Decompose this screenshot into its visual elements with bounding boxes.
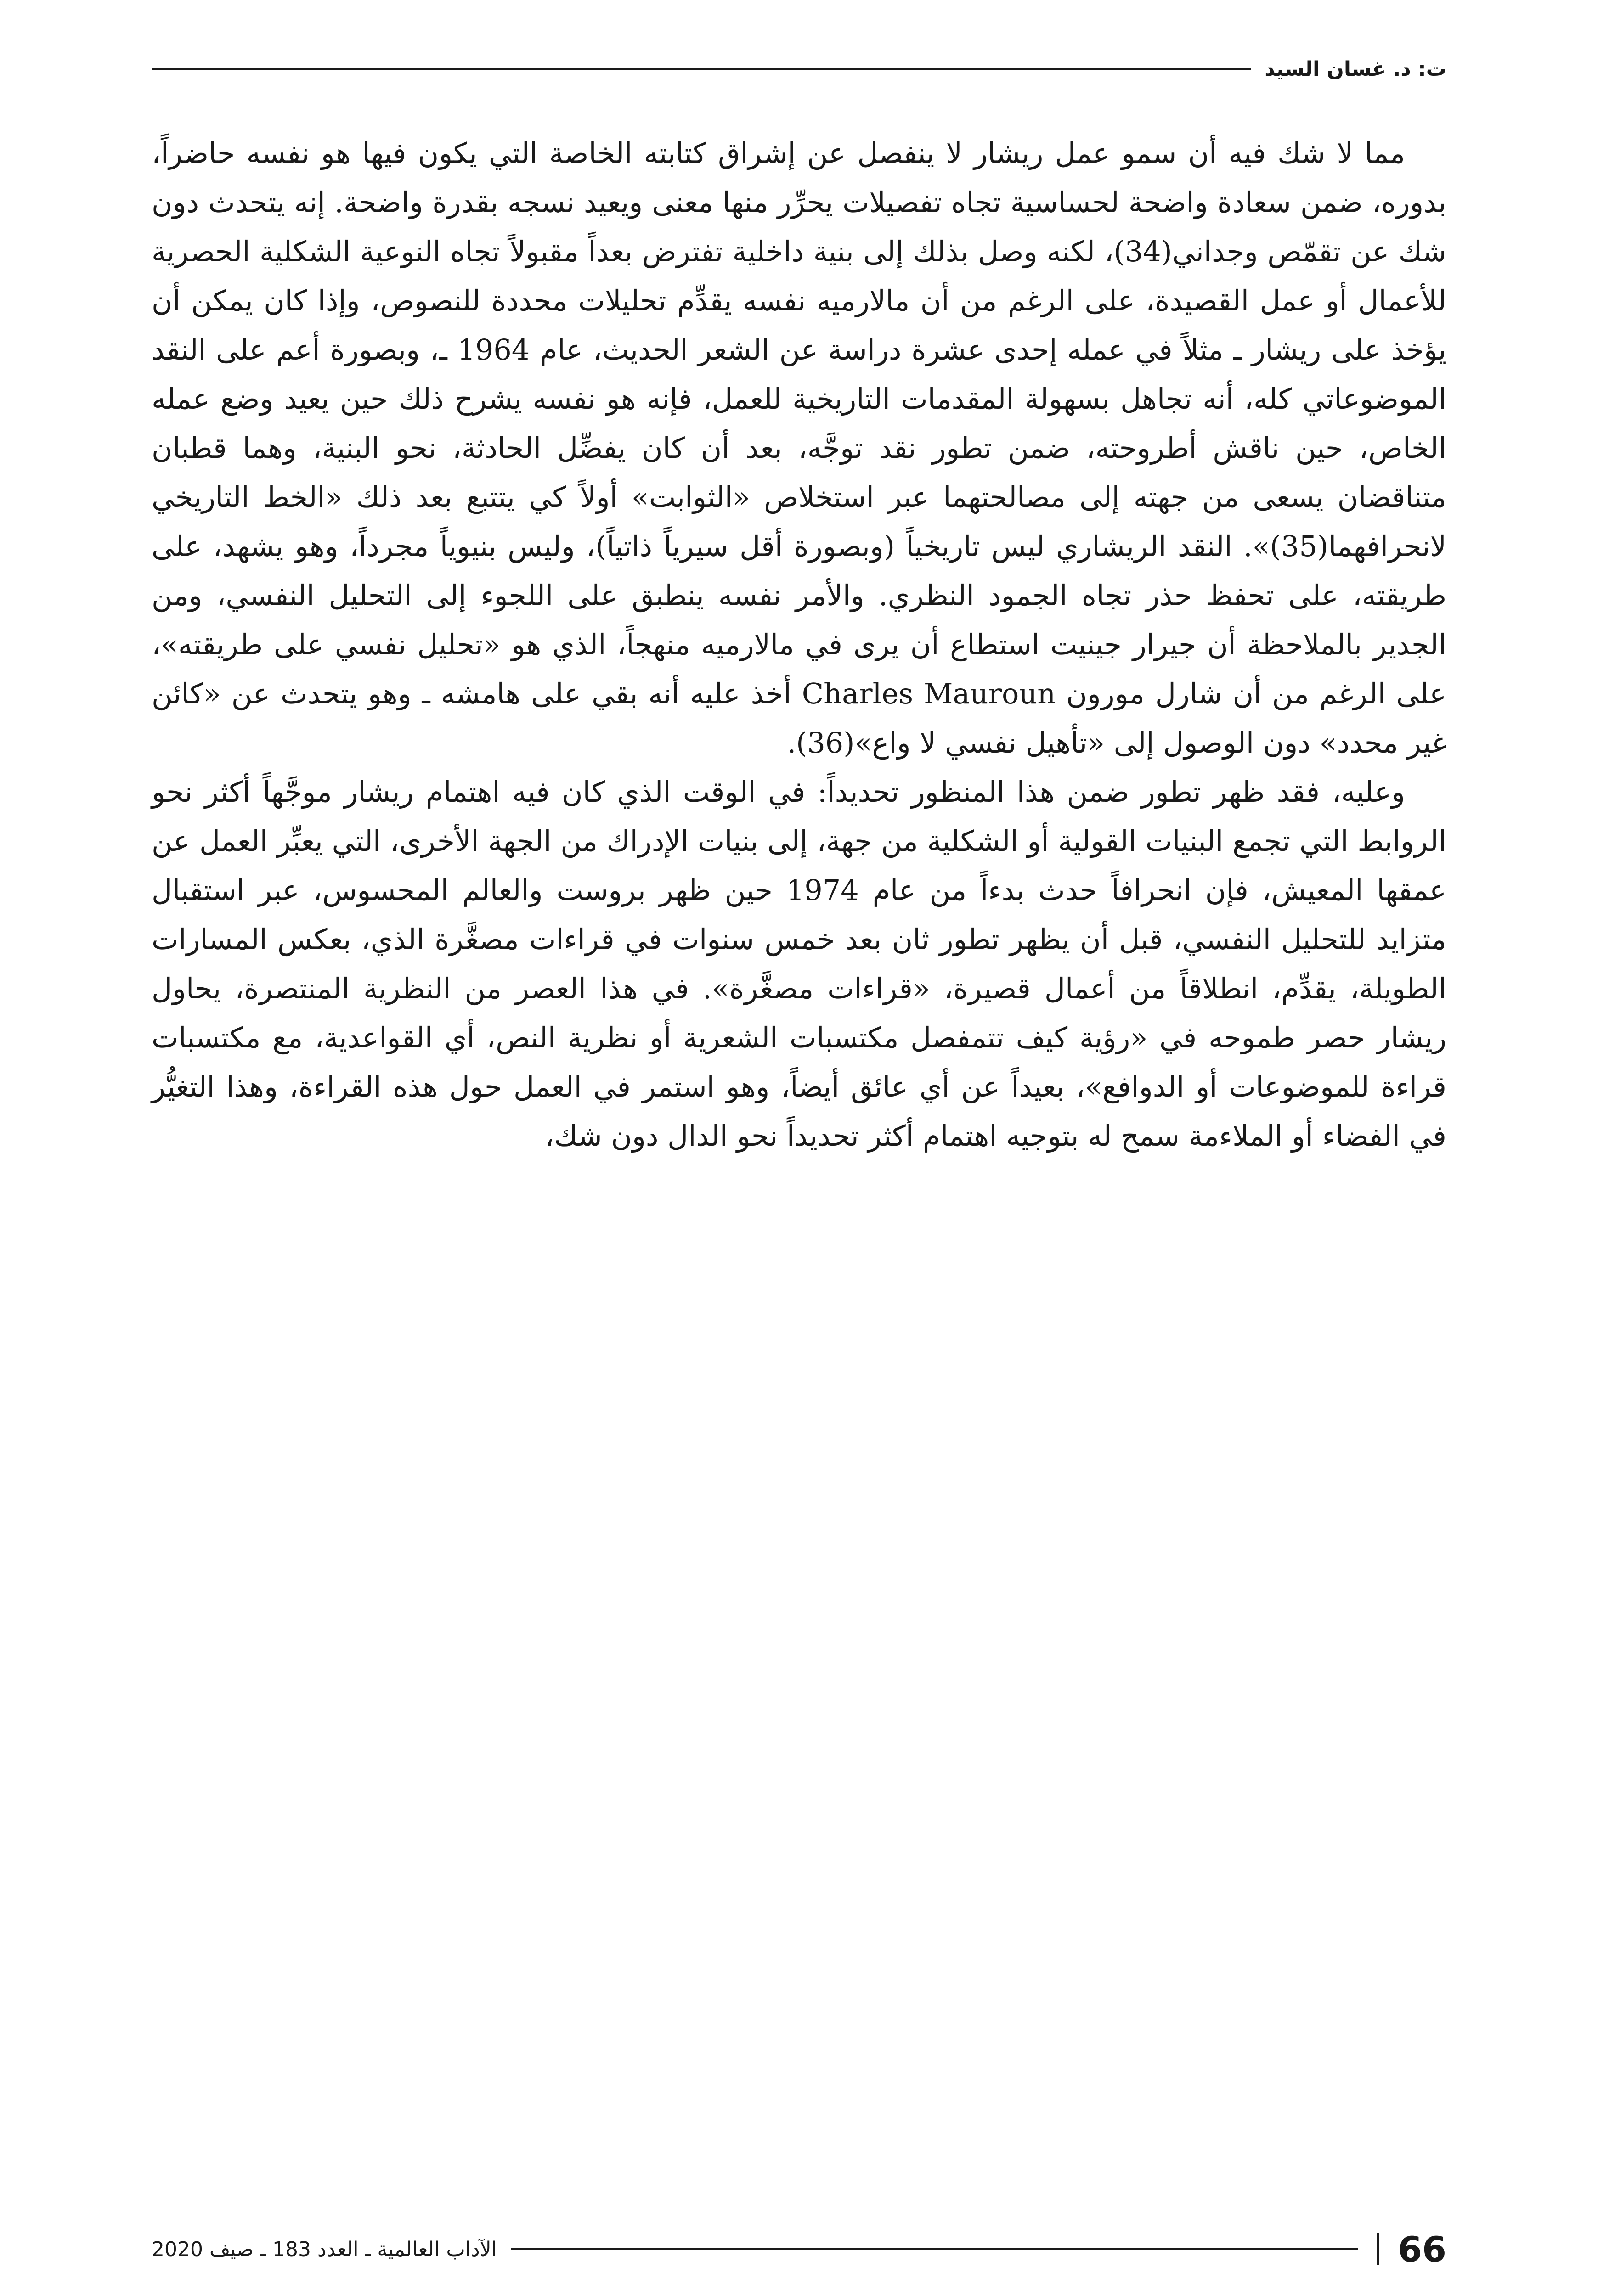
header-author: ت: د. غسان السيد: [1265, 57, 1446, 81]
footer-separator-bar: [1377, 2233, 1379, 2265]
page-footer: [152, 2226, 1446, 2272]
journal-info: الآداب العالمية ـ العدد 183 ـ صيف 2020: [152, 2237, 497, 2261]
page-number: 66: [1398, 2228, 1446, 2270]
header-rule: [152, 68, 1251, 70]
footer-rule: [511, 2248, 1358, 2250]
paragraph-1: مما لا شك فيه أن سمو عمل ريشار لا ينفصل عن إشراق كتابته الخاصة التي يكون فيها هو نفسه حاضراً، بدوره، ضمن سعادة واضحة لحساسية تجاه تفصيلات يحرِّر منها معنى ويعيد نسجه بقدرة واضحة. إنه يتحدث دون شك عن تقمّص وجداني(34)، لكنه وصل بذلك إلى بنية داخلية تفترض بعداً مقبولاً تجاه النوعية الشكلية الحصرية للأعمال أو عمل القصيدة، على الرغم من أن مالارميه نفسه يقدِّم تحليلات محددة للنصوص، وإذا كان يمكن أن يؤخذ على ريشار ـ مثلاً في عمله إحدى عشرة دراسة عن الشعر الحديث، عام 1964 ـ، وبصورة أعم على النقد الموضوعاتي كله، أنه تجاهل بسهولة المقدمات التاريخية للعمل، فإنه هو نفسه يشرح ذلك حين يعيد وضع عمله الخاص، حين ناقش أطروحته، ضمن تطور نقد توجَّه، بعد أن كان يفضِّل الحادثة، نحو البنية، وهما قطبان متناقضان يسعى من جهته إلى مصالحتهما عبر استخلاص «الثوابت» أولاً كي يتتبع بعد ذلك «الخط التاريخي لانحرافهما(35)». النقد الريشاري ليس تاريخياً (وبصورة أقل سيرياً ذاتياً)، وليس بنيوياً مجرداً، وهو يشهد، على طريقته، على تحفظ حذر تجاه الجمود النظري. والأمر نفسه ينطبق على اللجوء إلى التحليل النفسي، ومن الجدير بالملاحظة أن جيرار جينيت استطاع أن يرى في مالارميه منهجاً، الذي هو «تحليل نفسي على طريقته»، على الرغم من أن شارل مورون Charles Mauroun أخذ عليه أنه بقي على هامشه ـ وهو يتحدث عن «كائن غير محدد» دون الوصول إلى «تأهيل نفسي لا واع»(36).: [152, 136, 1447, 760]
page-header: [152, 51, 1446, 87]
paragraph-2: وعليه، فقد ظهر تطور ضمن هذا المنظور تحديداً: في الوقت الذي كان فيه اهتمام ريشار موجَّهاً أكثر نحو الروابط التي تجمع البنيات القولية أو الشكلية من جهة، إلى بنيات الإدراك من الجهة الأخرى، التي يعبِّر العمل عن عمقها المعيش، فإن انحرافاً حدث بدءاً من عام 1974 حين ظهر بروست والعالم المحسوس، عبر استقبال متزايد للتحليل النفسي، قبل أن يظهر تطور ثان بعد خمس سنوات في قراءات مصغَّرة الذي، بعكس المسارات الطويلة، يقدِّم، انطلاقاً من أعمال قصيرة، «قراءات مصغَّرة». في هذا العصر من النظرية المنتصرة، يحاول ريشار حصر طموحه في «رؤية كيف تتمفصل مكتسبات الشعرية أو نظرية النص، أي القواعدية، مع مكتسبات قراءة للموضوعات أو الدوافع»، بعيداً عن أي عائق أيضاً، وهو استمر في العمل حول هذه القراءة، وهذا التغيُّر في الفضاء أو الملاءمة سمح له بتوجيه اهتمام أكثر تحديداً نحو الدال دون شك،: [152, 775, 1446, 1153]
body-text: [152, 129, 1446, 1160]
